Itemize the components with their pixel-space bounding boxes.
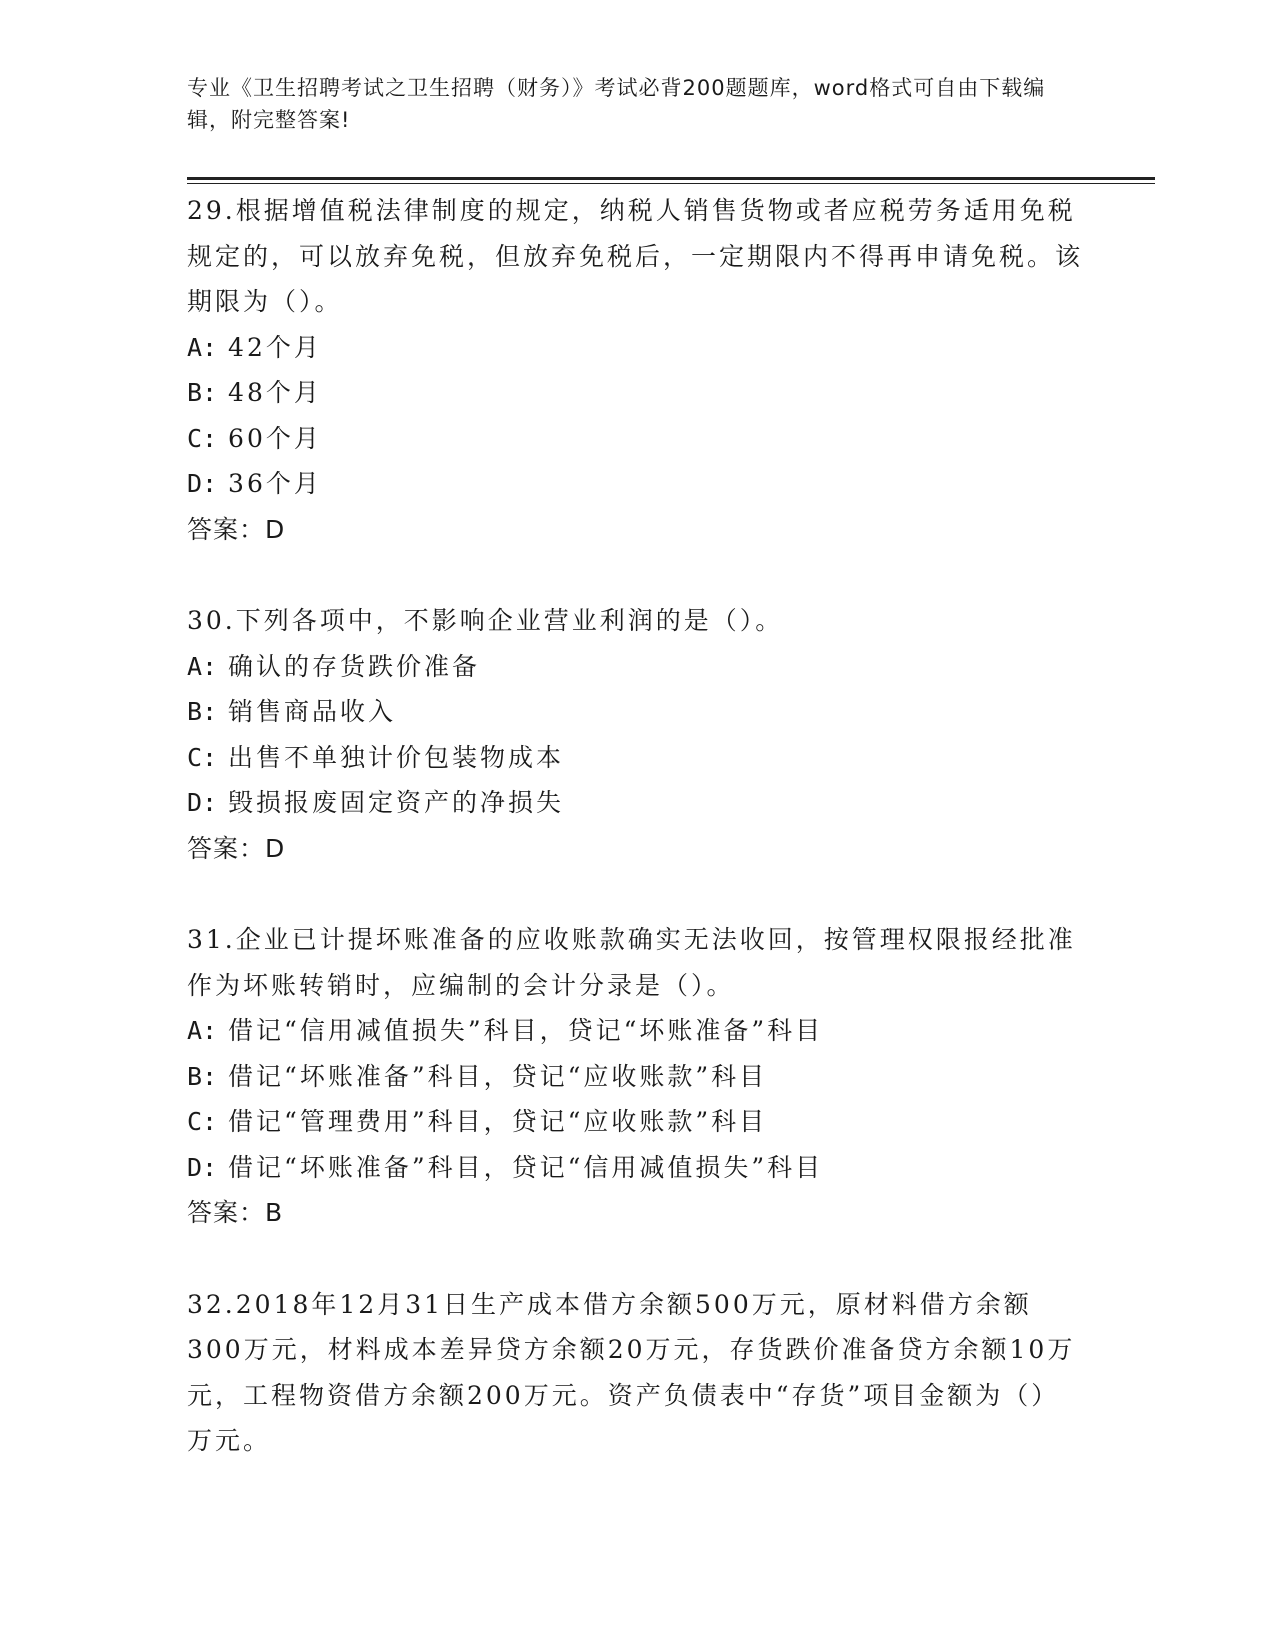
document-header — [187, 72, 1067, 136]
option-text: 销售商品收入 — [217, 697, 397, 726]
question-32 — [187, 1282, 1087, 1464]
header-text: 专业《卫生招聘考试之卫生招聘（财务）》考试必背200题题库，word格式可自由下载编辑，附完整答案! — [187, 76, 1046, 132]
question-31 — [187, 917, 1087, 1236]
question-list — [187, 188, 1087, 1510]
option-text: 36个月 — [217, 469, 322, 498]
answer-line: 答案：D — [187, 833, 286, 863]
option-letter: B: — [187, 378, 218, 407]
option-letter: B: — [187, 1061, 218, 1091]
question-stem: 31.企业已计提坏账准备的应收账款确实无法收回，按管理权限报经批准作为坏账转销时，应编制的会计分录是（）。 — [187, 925, 1076, 1000]
option-text: 借记“坏账准备”科目，贷记“信用减值损失”科目 — [217, 1152, 824, 1182]
option-text: 出售不单独计价包装物成本 — [217, 742, 565, 772]
question-stem: 29.根据增值税法律制度的规定，纳税人销售货物或者应税劳务适用免税规定的，可以放弃免税，但放弃免税后，一定期限内不得再申请免税。该期限为（）。 — [187, 196, 1084, 316]
option-text: 48个月 — [217, 378, 322, 407]
option-b — [187, 689, 1087, 735]
question-29 — [187, 188, 1087, 552]
answer-line: 答案：B — [187, 1198, 284, 1227]
option-letter: C: — [187, 742, 218, 772]
option-text: 60个月 — [217, 423, 322, 453]
header-divider-thick — [187, 177, 1155, 180]
question-stem: 30.下列各项中，不影响企业营业利润的是（）。 — [187, 606, 784, 635]
option-text: 毁损报废固定资产的净损失 — [217, 788, 565, 817]
option-c — [187, 416, 1087, 462]
option-d — [187, 1145, 1087, 1191]
option-d — [187, 780, 1087, 826]
option-text: 借记“管理费用”科目，贷记“应收账款”科目 — [217, 1107, 768, 1136]
option-text: 借记“信用减值损失”科目，贷记“坏账准备”科目 — [217, 1016, 824, 1045]
answer-line: 答案：D — [187, 514, 286, 544]
option-a — [187, 1008, 1087, 1054]
question-30 — [187, 598, 1087, 871]
option-letter: A: — [187, 1016, 218, 1045]
option-letter: C: — [187, 1107, 218, 1136]
option-a — [187, 644, 1087, 690]
option-letter: A: — [187, 651, 218, 681]
option-letter: C: — [187, 423, 218, 453]
question-stem: 32.2018年12月31日生产成本借方余额500万元，原材料借方余额300万元，材料成本差异贷方余额20万元，存货跌价准备贷方余额10万元，工程物资借方余额200万元。资产负债表中“存货”项目金额为（）万元。 — [187, 1289, 1076, 1455]
option-letter: D: — [187, 1152, 218, 1182]
option-letter: D: — [187, 788, 218, 817]
option-d — [187, 461, 1087, 507]
option-a — [187, 325, 1087, 371]
option-letter: B: — [187, 697, 218, 726]
option-b — [187, 1054, 1087, 1100]
option-letter: A: — [187, 332, 218, 362]
option-text: 确认的存货跌价准备 — [217, 651, 481, 681]
option-text: 借记“坏账准备”科目，贷记“应收账款”科目 — [217, 1061, 768, 1091]
option-c — [187, 1099, 1087, 1145]
option-c — [187, 735, 1087, 781]
option-b — [187, 370, 1087, 416]
option-text: 42个月 — [217, 332, 322, 362]
header-divider-thin — [187, 183, 1155, 184]
option-letter: D: — [187, 469, 218, 498]
